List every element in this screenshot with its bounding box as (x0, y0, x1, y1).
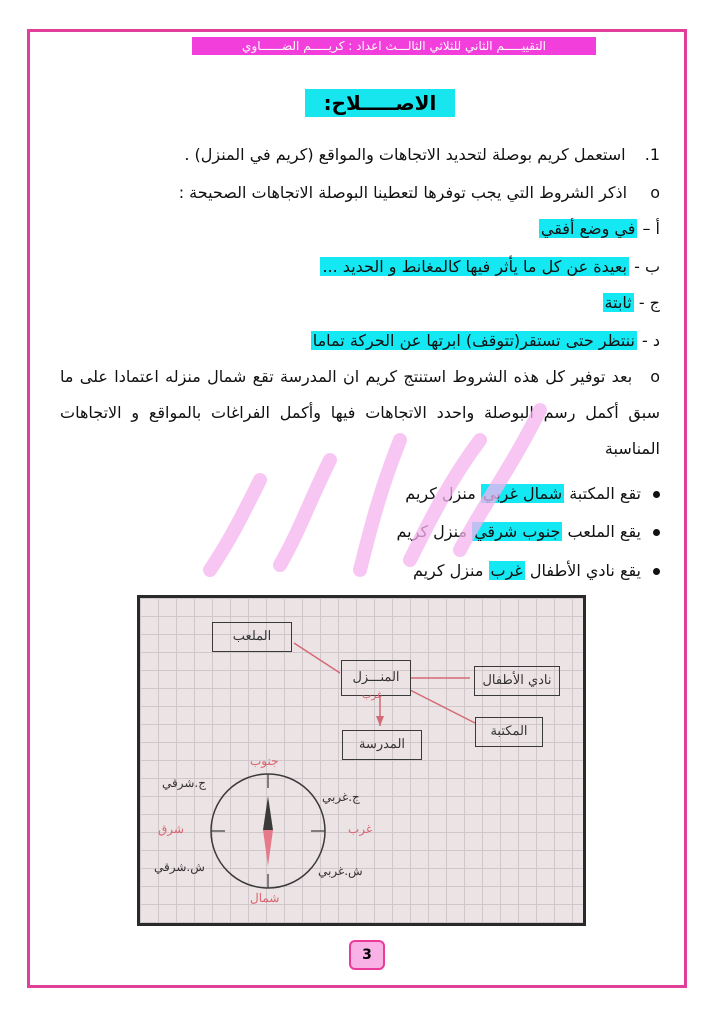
condition-answer: بعيدة عن كل ما يأثر فيها كالمغانط و الحديد ... (322, 257, 627, 276)
condition-letter: أ – (642, 219, 660, 238)
compass-northeast: ش.شرقي (154, 860, 205, 874)
page-number: 3 (349, 940, 385, 970)
bullet-text: منزل كريم (412, 561, 484, 580)
compass-northwest: ش.غربي (318, 864, 363, 878)
condition-d (311, 331, 660, 350)
condition-b (320, 257, 660, 276)
box-stadium: الملعب (212, 622, 292, 652)
bullet-text: يقع الملعب (567, 522, 641, 541)
question-1b (60, 359, 660, 467)
bullet-answer: غرب (490, 561, 523, 580)
header-text: التقييـــــم الثاني للثلاثي الثالـــث اعداد : كريـــــم الضــــــاوي (242, 39, 546, 53)
header-band (192, 37, 596, 55)
box-library: المكتبة (475, 717, 543, 747)
condition-letter: ج - (638, 293, 660, 312)
compass-southeast: ج.شرقي (162, 776, 206, 790)
bullet-library (405, 484, 660, 503)
box-kids-club: نادي الأطفال (474, 666, 560, 696)
condition-a (539, 219, 660, 238)
condition-letter: د - (642, 331, 660, 350)
condition-c (603, 293, 660, 312)
answer-title: الاصـــــلاح: (305, 89, 455, 117)
bullet-kids-club (413, 561, 660, 580)
question-1a-text: اذكر الشروط التي يجب توفرها لتعطينا البوصلة الاتجاهات الصحيحة : (178, 183, 628, 202)
box-house: المنـــزل (341, 660, 411, 696)
bullet-dot (653, 491, 660, 498)
bullet-stadium (397, 522, 660, 541)
condition-letter: ب - (634, 257, 660, 276)
question-1-number: 1. (644, 145, 660, 164)
house-note: غرب (362, 690, 383, 701)
compass-southwest: ج.غربي (322, 790, 360, 804)
condition-answer: ننتظر حتى تستقر(تتوقف) ابرتها عن الحركة تماما (312, 331, 635, 350)
hand-drawn-map (137, 595, 586, 926)
bullet-text: يقع نادي الأطفال (529, 561, 641, 580)
box-school: المدرسة (342, 730, 422, 760)
question-1 (184, 145, 660, 164)
question-1a-marker: o (650, 183, 660, 202)
bullet-answer: جنوب شرقي (474, 522, 561, 541)
bullet-text: منزل كريم (405, 484, 476, 503)
condition-answer: في وضع أفقي (540, 219, 636, 238)
question-1b-text: بعد توفير كل هذه الشروط استنتج كريم ان المدرسة تقع شمال منزله اعتمادا على ما سبق أكمل رسم البوصلة واحدد الاتجاهات فيها وأكمل الفراغات بالمواقع و الاتجاهات المناسبة (60, 367, 660, 458)
question-1a (179, 183, 660, 202)
bullet-answer: شمال غربي (482, 484, 563, 503)
bullet-dot (653, 568, 660, 575)
compass-south: جنوب (250, 754, 279, 768)
compass-east: شرق (158, 822, 184, 836)
compass-north: شمال (250, 891, 280, 905)
bullet-text: تقع المكتبة (569, 484, 641, 503)
condition-answer: ثابتة (604, 293, 632, 312)
question-1-text: استعمل كريم بوصلة لتحديد الاتجاهات والمواقع (كريم في المنزل) . (184, 145, 626, 164)
bullet-dot (653, 529, 660, 536)
bullet-text: منزل كريم (396, 522, 467, 541)
question-1b-marker: o (650, 367, 660, 386)
compass-west: غرب (348, 822, 373, 836)
